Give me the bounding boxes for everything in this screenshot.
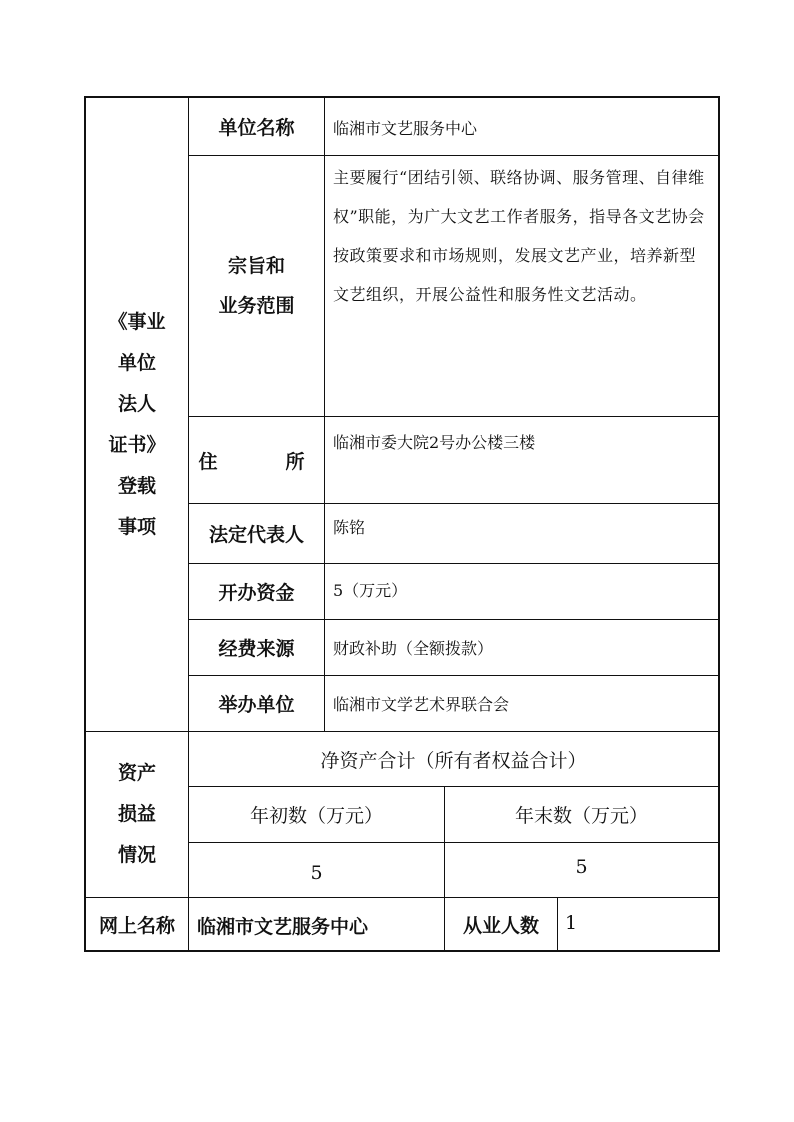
purpose-label (189, 156, 324, 416)
section-label-line: 法人 (117, 392, 156, 415)
legal-rep-label: 法定代表人 (208, 524, 304, 546)
registration-section-label (86, 98, 188, 731)
divider-label-col (324, 96, 325, 732)
unit-name-value: 临湘市文艺服务中心 (333, 119, 478, 138)
purpose-value: 主要履行“团结引领、联络协调、服务管理、自律维权”职能，为广大文艺工作者服务，指导各文艺协会按政策要求和市场规则，发展文艺产业，培养新型文艺组织，开展公益性和服务性文艺活动。 (333, 168, 705, 304)
online-name-label: 网上名称 (98, 914, 175, 937)
purpose-label-line: 业务范围 (218, 295, 295, 317)
unit-name-label: 单位名称 (218, 117, 295, 139)
section-label-line: 《事业 (108, 310, 166, 333)
funding-label: 经费来源 (218, 638, 295, 660)
section-label-line: 单位 (117, 351, 156, 374)
online-name-value: 临湘市文艺服务中心 (197, 916, 369, 938)
capital-label: 开办资金 (218, 582, 295, 604)
capital-value: 5（万元） (333, 581, 408, 600)
legal-rep-value: 陈铭 (333, 518, 366, 537)
section-label-line: 登载 (117, 474, 156, 497)
begin-of-year-value: 5 (310, 862, 323, 884)
footer-divider-2 (557, 897, 558, 951)
assets-label-line: 情况 (117, 844, 156, 866)
end-of-year-value: 5 (575, 856, 588, 878)
section-label-line: 事项 (117, 515, 156, 538)
section-label-line: 证书》 (108, 433, 166, 456)
table-border-right (718, 96, 720, 952)
staff-count-value: 1 (565, 912, 578, 934)
sponsor-value: 临湘市文学艺术界联合会 (333, 695, 510, 714)
sponsor-label: 举办单位 (218, 694, 295, 716)
address-label: 住 所 (198, 450, 315, 473)
assets-label-line: 资产 (117, 762, 156, 784)
staff-count-label: 从业人数 (462, 914, 539, 937)
begin-of-year-label: 年初数（万元） (249, 805, 383, 827)
purpose-label-line: 宗旨和 (227, 255, 285, 277)
assets-section-label (86, 732, 188, 897)
assets-label-line: 损益 (117, 803, 156, 825)
end-of-year-label: 年末数（万元） (514, 805, 648, 827)
net-assets-header: 净资产合计（所有者权益合计） (320, 749, 587, 772)
funding-value: 财政补助（全额拨款） (333, 639, 494, 658)
address-value: 临湘市委大院2号办公楼三楼 (333, 433, 536, 452)
table-border-bottom (84, 950, 720, 952)
